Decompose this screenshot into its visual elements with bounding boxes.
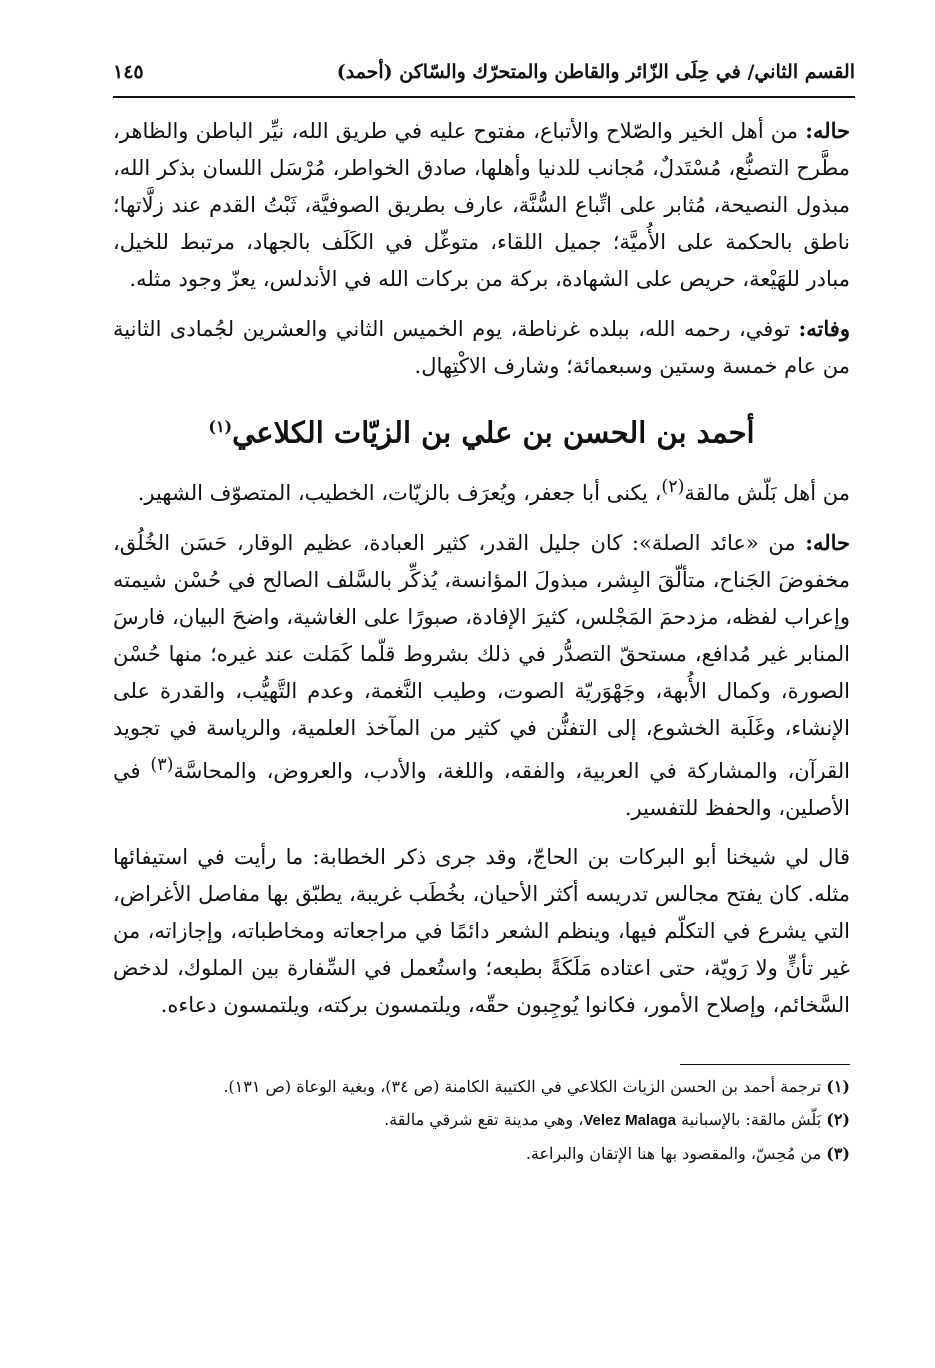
entry-state-paragraph xyxy=(113,524,850,827)
prev-state-paragraph xyxy=(113,112,850,298)
footnote-ref-2[interactable]: (٢) xyxy=(661,476,685,497)
footnote-2-text-b: ، وهي مدينة تقع شرقي مالقة. xyxy=(384,1109,584,1129)
prev-death-paragraph xyxy=(113,310,850,385)
footnote-2-number: (٢) xyxy=(826,1109,850,1129)
footnote-2-latin: Velez Malaga xyxy=(583,1111,676,1129)
entry-quote-paragraph xyxy=(113,839,850,1024)
entry-state-b: في الأصلين، والحفظ للتفسير. xyxy=(113,758,850,820)
entry-intro-b: ، يكنى أبا جعفر، ويُعرَف بالزيّات، الخطيب، المتصوّف الشهير. xyxy=(137,480,662,505)
page-body xyxy=(113,112,850,1173)
entry-intro xyxy=(113,469,850,512)
prev-state-label: حاله: xyxy=(805,118,850,143)
entry-title xyxy=(113,405,850,455)
header-rule xyxy=(113,96,855,98)
running-header xyxy=(113,52,855,92)
footnote-3-text: من مُحِسّ، والمقصود بها هنا الإتقان والبراعة. xyxy=(525,1143,822,1163)
footnote-1 xyxy=(113,1073,850,1100)
footnote-ref-3[interactable]: (٣) xyxy=(150,754,174,775)
entry-title-text: أحمد بن الحسن بن علي بن الزيّات الكلاعي xyxy=(232,415,755,450)
footnote-1-text: ترجمة أحمد بن الحسن الزيات الكلاعي في الكتيبة الكامنة (ص ٣٤)، وبغية الوعاة (ص ١٣١). xyxy=(223,1076,822,1096)
prev-death-text: توفي، رحمه الله، ببلده غرناطة، يوم الخميس الثاني والعشرين لجُمادى الثانية من عام خمسة وستين وسبعمائة؛ وشارف الاكْتِهال. xyxy=(113,317,850,378)
prev-state-text: من أهل الخير والصّلاح والأتباع، مفتوح عليه في طريق الله، نيِّر الباطن والظاهر، مطَّرح التصنُّع، مُسْتَدلٌ، مُجانب للدنيا وأهلها، صادق الخواطر، مُرْسَل اللسان بذكر الله، مبذول النصيحة، مُثابر على اتِّباع السُّنَّة، عارف بطريق الصوفيَّة، ثَبْتُ القدم عند زلَّاتها؛ ناطق بالحكمة على الأُميَّة؛ جميل اللقاء، متوغّل في الكَلَف بالجهاد، مرتبط للخيل، مبادر للهَيْعة، حريص على الشهادة، بركة من بركات الله في الأندلس، يعزّ وجود مثله. xyxy=(113,119,850,291)
running-title: القسم الثاني/ في حِلَى الزّائر والقاطن والمتحرّك والسّاكن (أحمد) xyxy=(336,61,855,83)
footnote-1-number: (١) xyxy=(826,1076,850,1096)
entry-quote: قال لي شيخنا أبو البركات بن الحاجّ، وقد جرى ذكر الخطابة: ما رأيت في استيفائها مثله. كان يفتح مجالس تدريسه أكثر الأحيان، بخُطَب غريبة، يطبّق بها مفاصل الأغراض، التي يشرع في التكلّم فيها، وينظم الشعر دائمًا في مراجعاته ومخاطباته، وإجازاته، من غير تأنٍّ ولا رَويّة، حتى اعتاده مَلَكَةً بطبعه؛ واستُعمل في السِّفارة بين الملوك، لدخض السَّخائم، وإصلاح الأمور، فكانوا يُوجِبون حقّه، ويلتمسون بركته، ويلتمسون دعاءه. xyxy=(113,844,850,1017)
footnote-2-text-a: بَلّش مالقة: بالإسبانية xyxy=(675,1109,822,1129)
entry-state-a: من «عائد الصلة»: كان جليل القدر، كثير العبادة، عظيم الوقار، حَسَن الخُلُق، مخفوضَ الجَناح، متألّقَ البِشر، مبذولَ المؤانسة، يُذكِّر بالسَّلف الصالح في حُسْن شيمته وإعراب لفظه، مزدحمَ المَجْلس، كثيرَ الإفادة، صبورًا على الغاشية، واضحَ البيان، فارسَ المنابر غير مُدافع، مستحقّ التصدُّر في ذلك بشروط قلّما كَمَلت عند غيره؛ منها حُسْن الصورة، وكمال الأُبهة، وجَهْوَريّة الصوت، وطيب النَّغمة، وعدم التَّهيُّب، والقدرة على الإنشاء، وغَلَبة الخشوع، إلى التفنُّن في كثير من المآخذ العلمية، والرياسة في تجويد القرآن، والمشاركة في العربية، والفقه، واللغة، والأدب، والعروض، والمحاسَّة xyxy=(113,530,851,783)
footnote-2 xyxy=(113,1106,850,1134)
page-number: ١٤٥ xyxy=(113,61,144,83)
footnote-rule xyxy=(680,1064,850,1065)
footnote-ref-1[interactable]: (١) xyxy=(208,417,233,436)
footnote-3 xyxy=(113,1140,850,1167)
entry-intro-a: من أهل بَلّش مالقة xyxy=(684,480,850,505)
prev-death-label: وفاته: xyxy=(798,316,850,341)
footnote-3-number: (٣) xyxy=(826,1143,850,1163)
entry-state-label: حاله: xyxy=(805,529,850,555)
